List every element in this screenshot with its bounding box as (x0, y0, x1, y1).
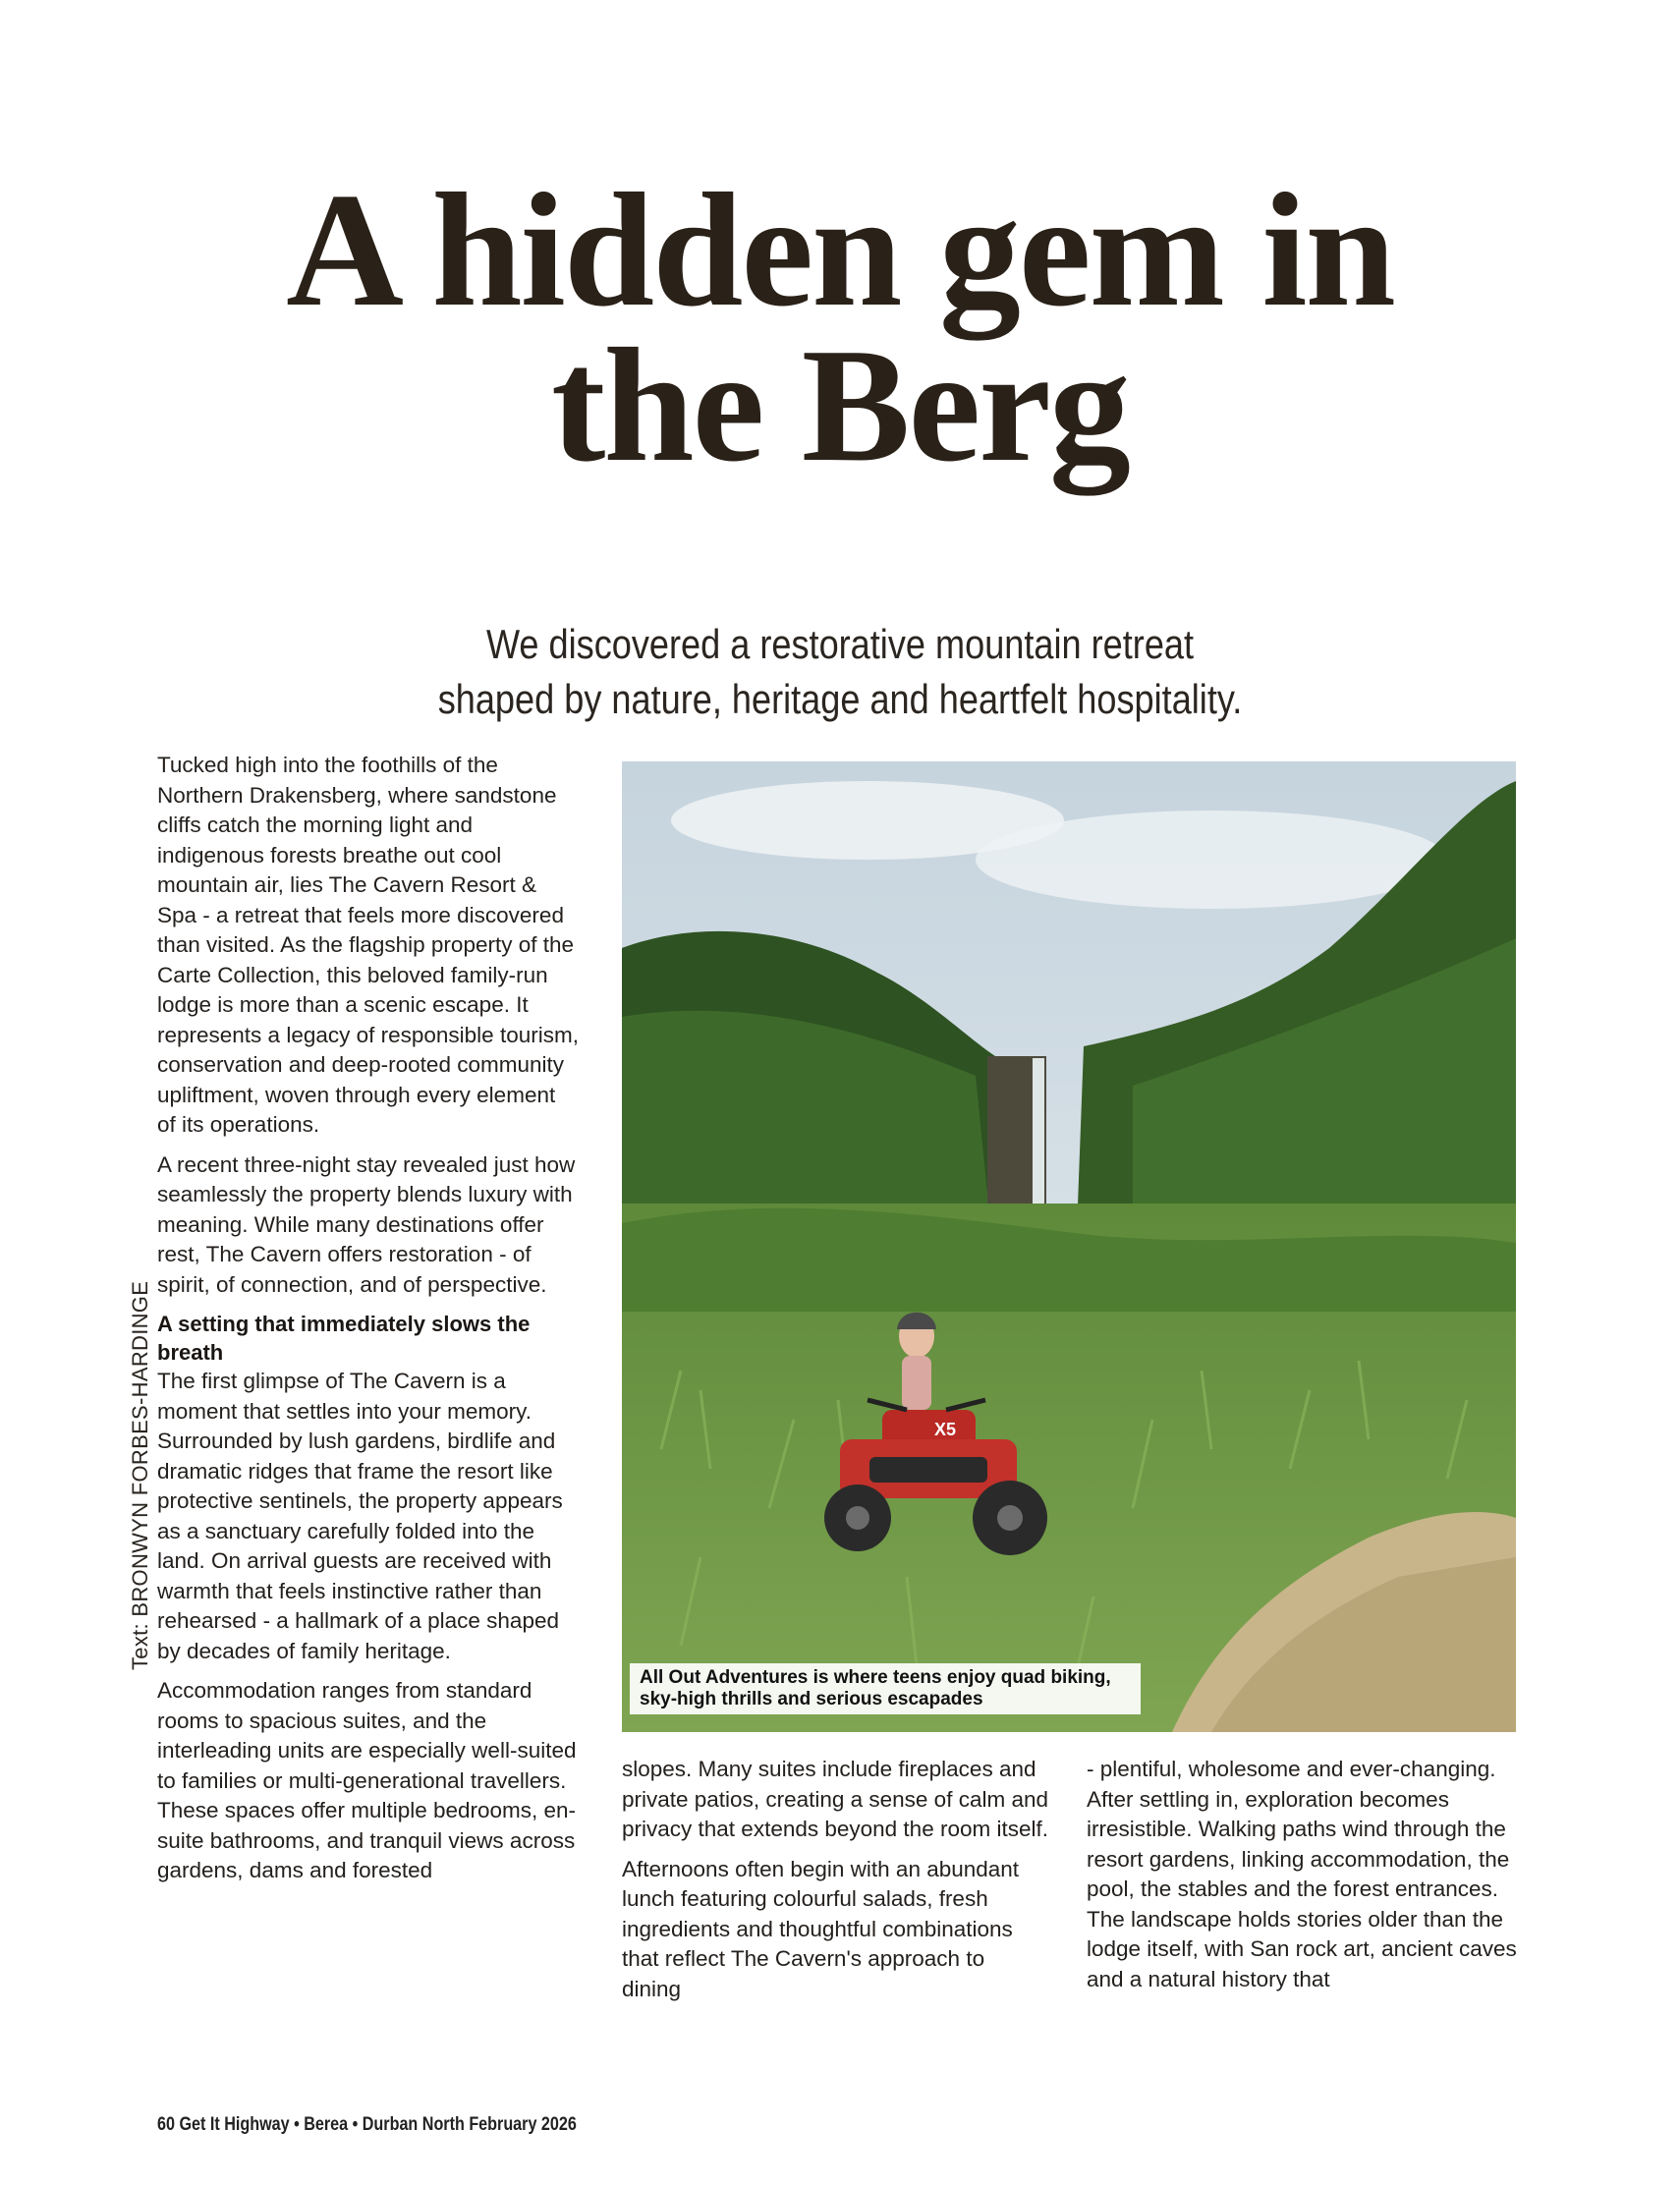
page-footer: 60 Get It Highway • Berea • Durban North February 2026 (157, 2114, 577, 2135)
quad-biking-photo-illustration (622, 761, 1516, 1732)
headline-line-1: A hidden gem in (286, 159, 1394, 340)
article-column-2 (622, 1755, 1049, 2014)
article-column-1 (157, 751, 580, 1896)
byline: Text: BRONWYN FORBES-HARDINGE (128, 1280, 152, 1670)
paragraph: Afternoons often begin with an abundant lunch featuring colourful salads, fresh ingredients and thoughtful combinations that reflect The Cavern's approach to dining (622, 1856, 1020, 2001)
paragraph: Accommodation ranges from standard rooms to spacious suites, and the interleading units are especially well-suited to families or multi-generational travellers. These spaces offer multiple bedrooms, en-suite bathrooms, and tranquil views across gardens, dams and forested (157, 1678, 577, 1882)
article-photo (622, 761, 1516, 1732)
headline (0, 159, 1680, 495)
paragraph: - plentiful, wholesome and ever-changing. After settling in, exploration becomes irresistible. Walking paths wind through the resort gardens, linking accommodation, the pool, the stables and the forest entrances. The landscape holds stories older than the lodge itself, with San rock art, ancient caves and a natural history that (1087, 1757, 1517, 1991)
headline-line-2: the Berg (551, 314, 1129, 495)
paragraph: The first glimpse of The Cavern is a moment that settles into your memory. Surrounded by lush gardens, birdlife and dramatic ridges that frame the resort like protective sentinels, the property appears as a sanctuary carefully folded into the land. On arrival guests are received with warmth that feels instinctive rather than rehearsed - a hallmark of a place shaped by decades of family heritage. (157, 1369, 563, 1663)
subheading: A setting that immediately slows the breath (157, 1312, 531, 1365)
standfirst (371, 617, 1310, 727)
quad-badge: X5 (934, 1420, 957, 1439)
standfirst-line-2: shaped by nature, heritage and heartfelt hospitality. (437, 676, 1243, 722)
paragraph: slopes. Many suites include fireplaces and private patios, creating a sense of calm and privacy that extends beyond the room itself. (622, 1757, 1048, 1841)
paragraph: A recent three-night stay revealed just how seamlessly the property blends luxury with meaning. While many destinations offer rest, The Cavern offers restoration - of spirit, of connection, and of perspective. (157, 1151, 576, 1297)
photo-caption: All Out Adventures is where teens enjoy quad biking, sky-high thrills and serious escapades (630, 1663, 1141, 1714)
standfirst-line-1: We discovered a restorative mountain retreat (485, 621, 1195, 667)
paragraph: Tucked high into the foothills of the Northern Drakensberg, where sandstone cliffs catch the morning light and indigenous forests breathe out cool mountain air, lies The Cavern Resort & Spa - a retreat that feels more discovered than visited. As the flagship property of the Carte Collection, this beloved family-run lodge is more than a scenic escape. It represents a legacy of responsible tourism, conservation and deep-rooted community upliftment, woven through every element of its operations. (157, 753, 579, 1137)
article-column-3 (1087, 1755, 1524, 2004)
